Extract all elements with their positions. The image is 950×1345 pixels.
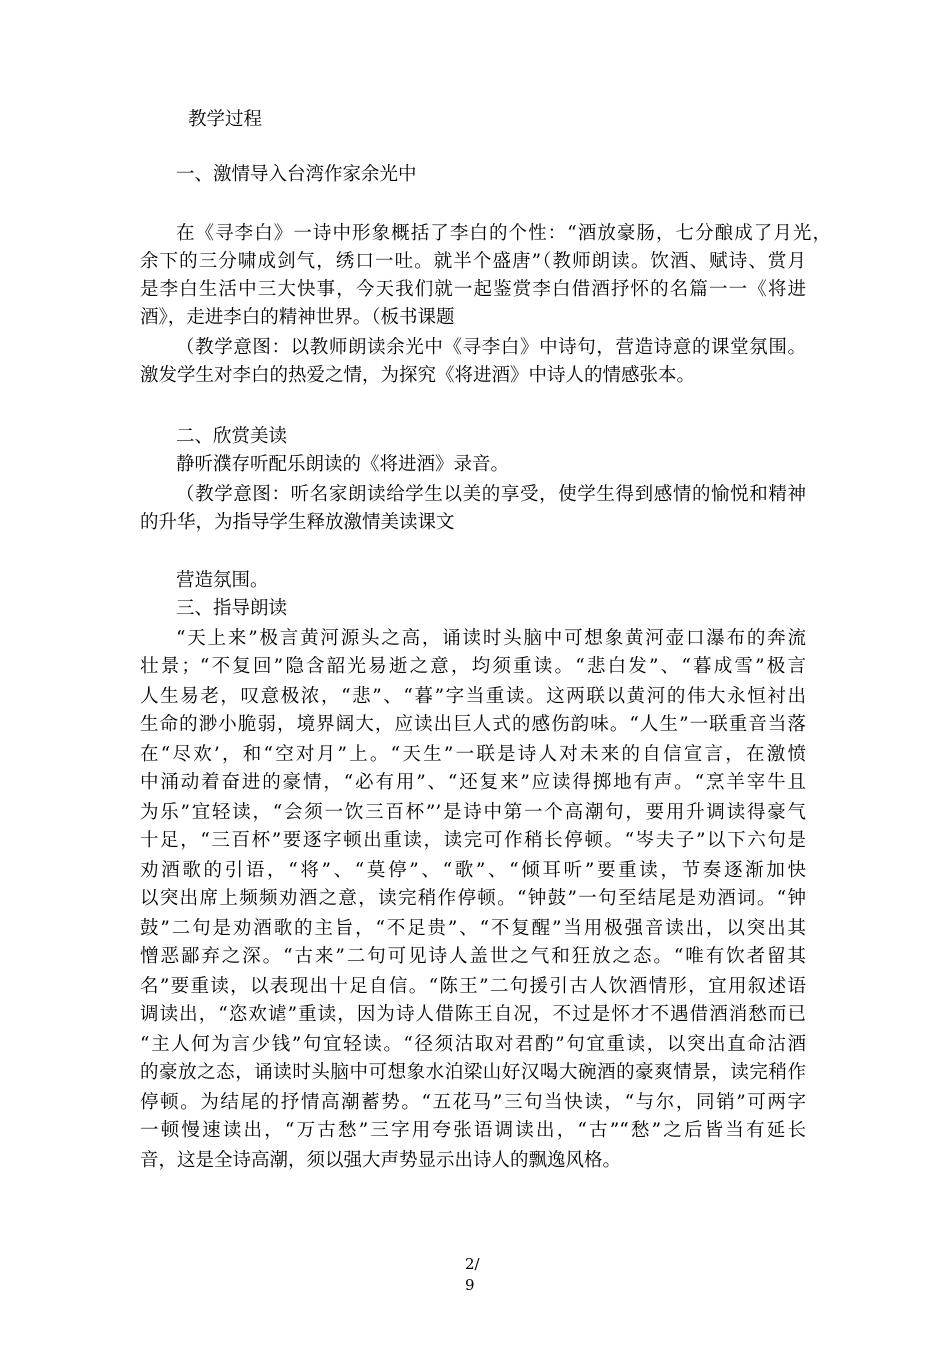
section-3-line-9: 劝酒歌的引语，“将”、“莫停”、“歌”、“倾耳听”要重读，节奏逐渐加快 xyxy=(140,860,806,881)
page-number-total: 9 xyxy=(465,1276,475,1294)
section-3-line-14: 调读出，“恣欢谑”重读，因为诗人借陈王自况，不过是怀才不遇借酒消愁而已 xyxy=(140,1004,806,1025)
section-1-para-line-3: 是李白生活中三大快事，今天我们就一起鉴赏李白借酒抒怀的名篇一一《将进 xyxy=(140,279,806,300)
section-3-line-15: “主人何为言少钱”句宜轻读。“径须沽取对君酌”句宜重读，以突出直命沽酒 xyxy=(140,1034,806,1055)
section-3-line-11: 鼓”二句是劝酒歌的主旨，“不足贵”、“不复醒”当用极强音读出，以突出其 xyxy=(140,918,806,939)
section-1-title: 一、激情导入台湾作家余光中 xyxy=(176,164,417,185)
section-3-line-3: 人生易老，叹意极浓，“悲”、“暮”字当重读。这两联以黄河的伟大永恒衬出 xyxy=(140,686,806,707)
section-2-intent-line-1: （教学意图：听名家朗读给学生以美的享受，使学生得到感情的愉悦和精神 xyxy=(176,484,806,505)
section-1-para-line-2: 余下的三分啸成剑气，绣口一吐。就半个盛唐”（教师朗读。饮酒、赋诗、赏月 xyxy=(140,251,806,272)
section-2-listen: 静听濮存听配乐朗读的《将进酒》录音。 xyxy=(176,454,510,475)
section-3-title: 三、指导朗读 xyxy=(176,598,288,619)
section-3-line-2: 壮景；“不复回”隐含韶光易逝之意，均须重读。“悲白发”、“暮成雪”极言 xyxy=(140,656,806,677)
page-number-current: 2/ xyxy=(465,1255,480,1273)
section-3-line-7: 为乐”宜轻读，“会须一饮三百杯”’是诗中第一个高潮句，要用升调读得豪气 xyxy=(140,802,806,823)
section-1-intent-line-2: 激发学生对李白的热爱之情，为探究《将进酒》中诗人的情感张本。 xyxy=(140,365,696,386)
section-3-line-1: “天上来”极言黄河源头之高，诵读时头脑中可想象黄河壶口瀑布的奔流 xyxy=(176,628,806,649)
section-1-para-line-1: 在《寻李白》一诗中形象概括了李白的个性：“酒放豪肠，七分酿成了月光， xyxy=(176,223,831,244)
section-3-line-10: 以突出席上频频劝酒之意，读完稍作停顿。“钟鼓”一句至结尾是劝酒词。“钟 xyxy=(140,888,806,909)
section-3-line-13: 名”要重读，以表现出十足自信。“陈王”二句援引古人饮酒情形，宜用叙述语 xyxy=(140,976,806,997)
section-1-intent-line-1: （教学意图：以教师朗读余光中《寻李白》中诗句，营造诗意的课堂氛围。 xyxy=(176,337,806,358)
section-3-line-8: 十足，“三百杯”要逐字顿出重读，读完可作稍长停顿。“岑夫子”以下六句是 xyxy=(140,830,806,851)
heading-teaching-process: 教学过程 xyxy=(188,109,263,130)
section-3-line-6: 中涌动着奋进的豪情，“必有用”、“还复来”应读得掷地有声。“烹羊宰牛且 xyxy=(140,772,806,793)
section-3-line-16: 的豪放之态，诵读时头脑中可想象水泊梁山好汉喝大碗酒的豪爽情景，读完稍作 xyxy=(140,1062,806,1083)
section-3-line-17: 停顿。为结尾的抒情高潮蓄势。“五花马”三句当快读，“与尔，同销”可两字 xyxy=(140,1092,806,1113)
section-2-tail: 营造氛围。 xyxy=(176,570,269,591)
section-2-intent-line-2: 的升华，为指导学生释放激情美读课文 xyxy=(140,512,455,533)
section-3-line-4: 生命的渺小脆弱，境界阔大，应读出巨人式的感伤韵味。“人生”一联重音当落 xyxy=(140,714,806,735)
section-2-title: 二、欣赏美读 xyxy=(176,426,288,447)
section-3-line-19: 音，这是全诗高潮，须以强大声势显示出诗人的飘逸风格。 xyxy=(140,1150,622,1171)
section-1-para-line-4: 酒》，走进李白的精神世界。（板书课题 xyxy=(140,307,455,328)
section-3-line-12: 憎恶鄙弃之深。“古来”二句可见诗人盖世之气和狂放之态。“唯有饮者留其 xyxy=(140,946,806,967)
section-3-line-18: 一顿慢速读出，“万古愁”三字用夸张语调读出，“古”“愁”之后皆当有延长 xyxy=(140,1120,806,1141)
section-3-line-5: 在“尽欢’，和“空对月”上。“天生”一联是诗人对未来的自信宣言，在激愤 xyxy=(140,744,806,765)
